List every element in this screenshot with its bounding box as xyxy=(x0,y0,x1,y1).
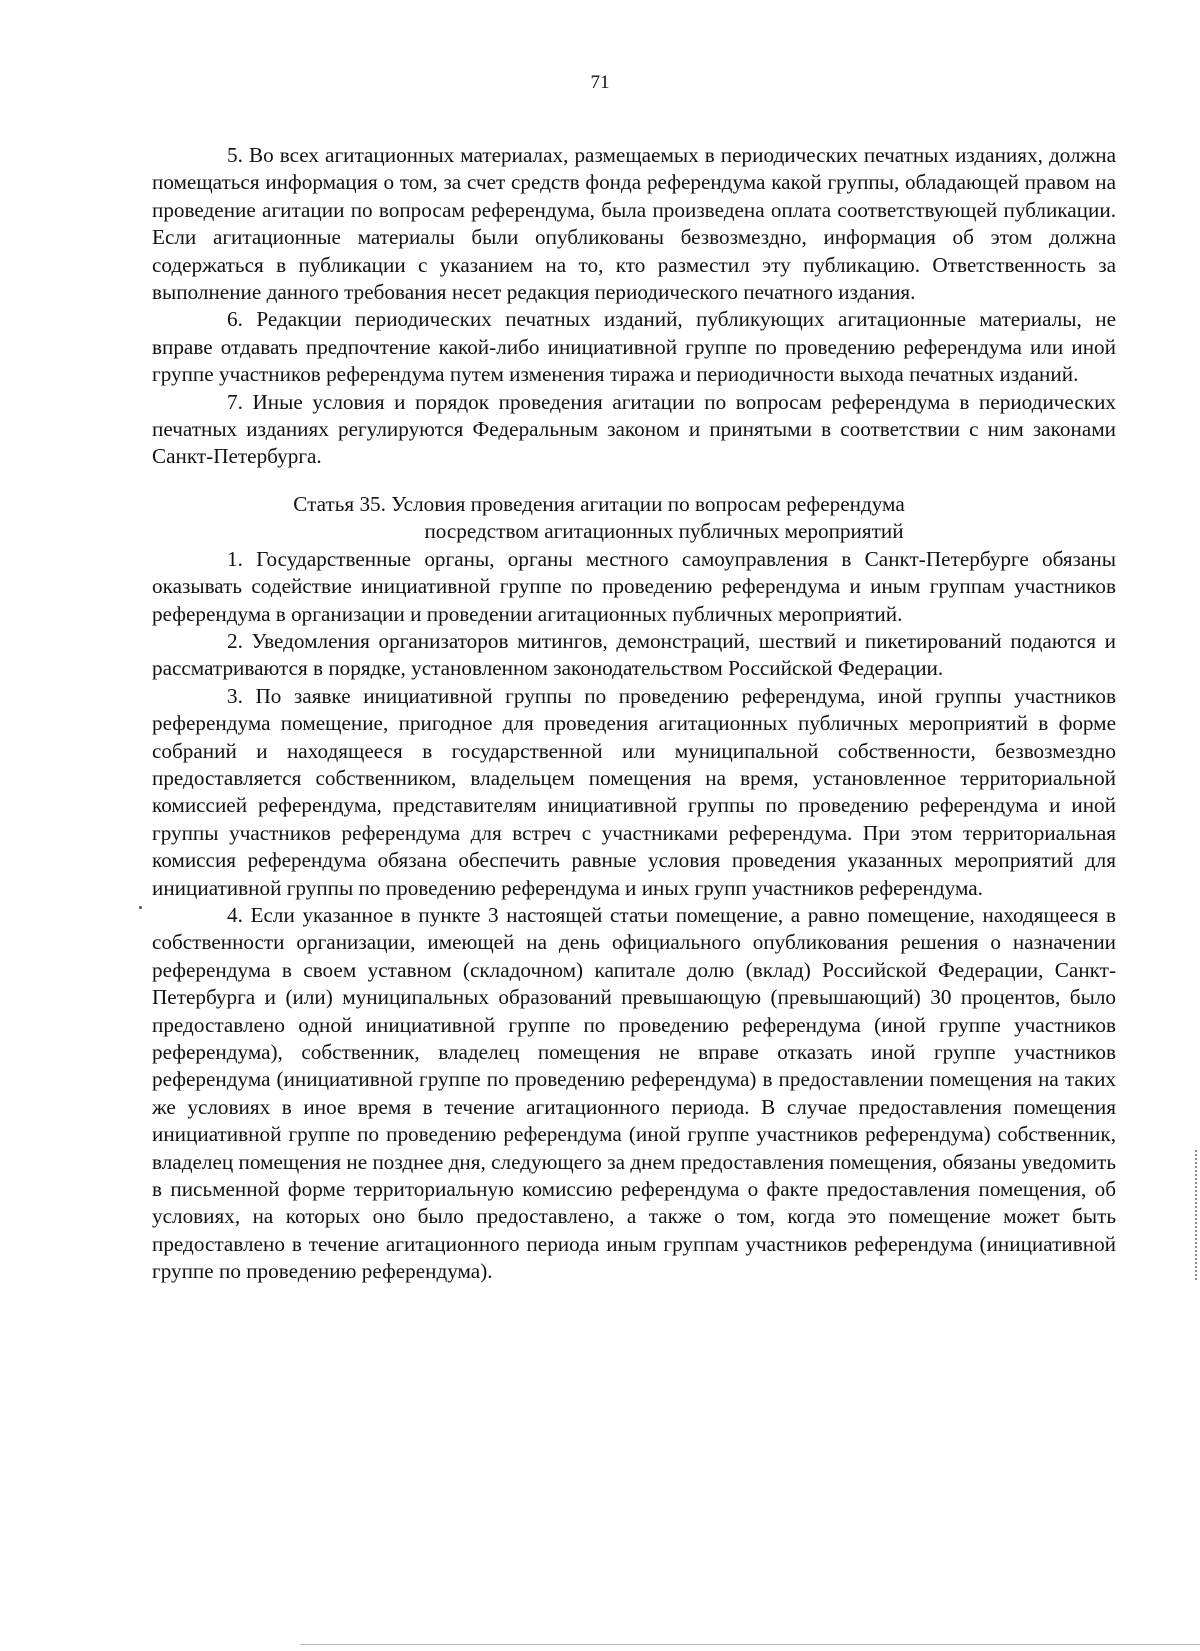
page-number: 71 xyxy=(590,72,610,93)
article-heading-line-1: Статья 35. Условия проведения агитации по вопросам референдума xyxy=(293,491,905,516)
article-paragraph-3: 3. По заявке инициативной группы по проведению референдума, иной группы участников референдума помещение, пригодное для проведения агитационных публичных мероприятий в форме собраний и находящееся в государственной или муниципальной собственности, безвозмездно предоставляется собственником, владельцем помещения на время, установленное территориальной комиссией референдума, представителям инициативной группы по проведению референдума и иной группы участников референдума для встреч с участниками референдума. При этом территориальная комиссия референдума обязана обеспечить равные условия проведения указанных мероприятий для инициативной группы по проведению референдума и иных групп участников референдума. xyxy=(152,683,1116,900)
article-paragraph-2: 2. Уведомления организаторов митингов, демонстраций, шествий и пикетирований подаются и рассматриваются в порядке, установленном законодательством Российской Федерации. xyxy=(152,628,1116,681)
paragraph-7: 7. Иные условия и порядок проведения агитации по вопросам референдума в периодических печатных изданиях регулируются Федеральным законом и принятыми в соответствии с ним законами Санкт-Петербурга. xyxy=(152,389,1116,469)
article-35-heading xyxy=(152,491,1116,546)
article-35-body xyxy=(152,546,1116,1286)
document-body xyxy=(152,142,1116,1286)
article-paragraph-4: 4. Если указанное в пункте 3 настоящей статьи помещение, а равно помещение, находящееся в собственности организации, имеющей на день официального опубликования решения о назначении референдума в своем уставном (складочном) капитале долю (вклад) Российской Федерации, Санкт-Петербурга и (или) муниципальных образований превышающую (превышающий) 30 процентов, было предоставлено одной инициативной группе по проведению референдума (иной группе участников референдума), собственник, владелец помещения не вправе отказать иной группе участников референдума (инициативной группе по проведению референдума) в предоставлении помещения на таких же условиях в иное время в течение агитационного периода. В случае предоставления помещения инициативной группе по проведению референдума (иной группе участников референдума) собственник, владелец помещения не позднее дня, следующего за днем предоставления помещения, обязаны уведомить в письменной форме территориальную комиссию референдума о факте предоставления помещения, об условиях, на которых оно было предоставлено, а также о том, когда это помещение может быть предоставлено в течение агитационного периода иным группам участников референдума (инициативной группе по проведению референдума). xyxy=(152,902,1116,1284)
paragraph-6: 6. Редакции периодических печатных изданий, публикующих агитационные материалы, не вправе отдавать предпочтение какой-либо инициативной группе по проведению референдума или иной группе участников референдума путем изменения тиража и периодичности выхода печатных изданий. xyxy=(152,307,1116,387)
article-paragraph-1: 1. Государственные органы, органы местного самоуправления в Санкт-Петербурге обязаны оказывать содействие инициативной группе по проведению референдума и иным группам участников референдума в организации и проведении агитационных публичных мероприятий. xyxy=(152,546,1116,626)
scan-edge-marks xyxy=(1192,1150,1197,1280)
paragraph-5: 5. Во всех агитационных материалах, размещаемых в периодических печатных изданиях, должна помещаться информация о том, за счет средств фонда референдума какой группы, обладающей правом на проведение агитации по вопросам референдума, была произведена оплата соответствующей публикации. Если агитационные материалы были опубликованы безвозмездно, информация об этом должна содержаться в публикации с указанием на то, кто разместил эту публикацию. Ответственность за выполнение данного требования несет редакция периодического печатного издания. xyxy=(152,143,1116,305)
scan-bottom-edge xyxy=(300,1644,1200,1645)
scan-speck xyxy=(139,906,142,909)
article-heading-line-2: посредством агитационных публичных мероприятий xyxy=(424,519,904,544)
